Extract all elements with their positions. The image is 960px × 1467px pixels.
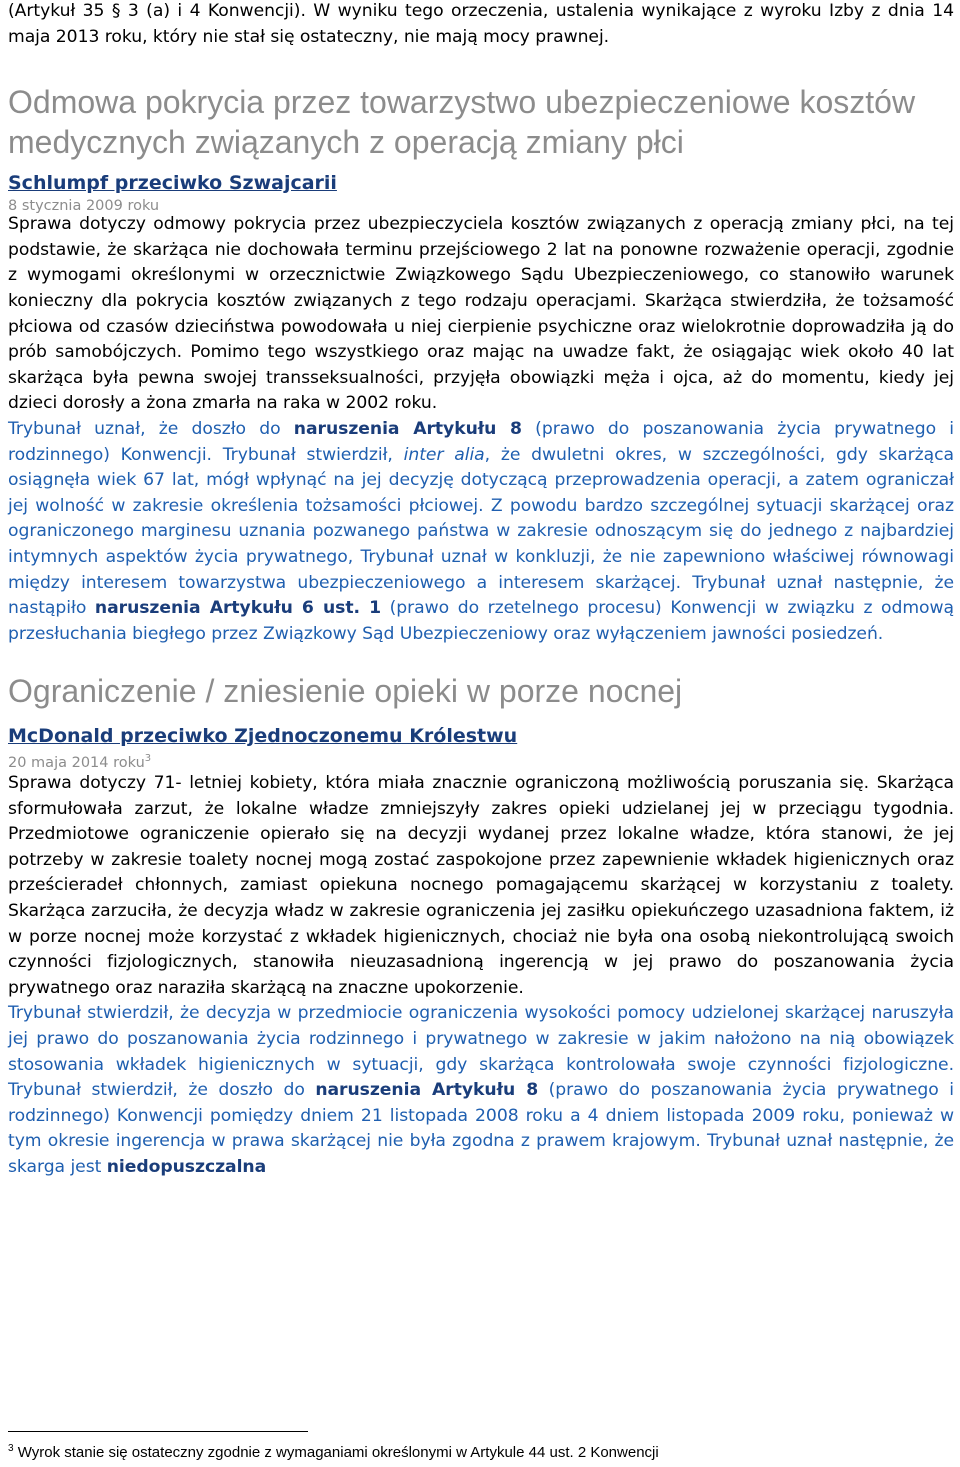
footnote-divider bbox=[8, 1431, 308, 1432]
violation-article-8: naruszenia Artykułu 8 bbox=[315, 1080, 539, 1101]
ruling-text: (prawo do poszanowania życia prywatnego i rodzinnego) Konwencji. Trybunał stwierdził, bbox=[8, 418, 954, 465]
footnote-number: 3 bbox=[8, 1443, 14, 1454]
case-date-schlumpf: 8 stycznia 2009 roku bbox=[8, 198, 160, 215]
document-page bbox=[8, 0, 954, 1181]
latin-term: inter alia bbox=[403, 444, 485, 465]
ruling-text: , że dwuletni okres, w szczególności, gdy skarżąca osiągnęła wiek 67 lat, mógł wpłynąć na jej decyzję dotyczącą przeprowadzenia operacji, a zatem ograniczał jej wolność w zakresie określenia tożsamości płciowej. Z powodu bardzo szczególnej sytuacji skarżącej oraz ograniczonego marginesu uznania pozwanego państwa w zakresie odnoszącym się do jednego z najbardziej intymnych aspektów życia prywatnego, Trybunał uznał w konkluzji, że nie zapewniono właściwej równowagi między interesem towarzystwa ubezpieczeniowego a interesem skarżącej. Trybunał uznał następnie, że nastąpiło bbox=[8, 444, 954, 619]
ruling-text: Trybunał uznał, że doszło do bbox=[8, 418, 294, 439]
case-ruling-mcdonald bbox=[8, 1001, 954, 1180]
violation-article-6: naruszenia Artykułu 6 ust. 1 bbox=[94, 598, 382, 619]
case-ruling-schlumpf bbox=[8, 417, 954, 647]
section-heading-gender-surgery: Odmowa pokrycia przez towarzystwo ubezpieczeniowe kosztów medycznych związanych z operacją zmiany płci bbox=[8, 84, 916, 161]
case-title-mcdonald[interactable]: McDonald przeciwko Zjednoczonemu Królestwu bbox=[8, 725, 518, 748]
case-date-text: 20 maja 2014 roku bbox=[8, 755, 145, 772]
section-heading-night-care: Ograniczenie / zniesienie opieki w porze nocnej bbox=[8, 673, 683, 710]
ruling-text: Trybunał stwierdził, że decyzja w przedmiocie ograniczenia wysokości pomocy udzielonej skarżącej naruszyła jej prawo do poszanowania życia rodzinnego i prywatnego w zakresie w jakim nałożono na nią obowiązek stosowania wkładek higienicznych w sytuacji, gdy skarżąca kontrolowała swoje czynności fizjologiczne. Trybunał stwierdził, że doszło do bbox=[8, 1003, 954, 1101]
intro-paragraph: (Artykuł 35 § 3 (a) i 4 Konwencji). W wyniku tego orzeczenia, ustalenia wynikające z wyroku Izby z dnia 14 maja 2013 roku, który nie stał się ostateczny, nie mają mocy prawnej. bbox=[8, 1, 954, 47]
case-date-mcdonald bbox=[8, 750, 954, 772]
case-facts-schlumpf: Sprawa dotyczy odmowy pokrycia przez ubezpieczyciela kosztów związanych z operacją zmiany płci, na tej podstawie, że skarżąca nie dochowała terminu przejściowego 2 lat na ponowne rozważenie operacji, zgodnie z wymogami określonymi w orzecznictwie Związkowego Sądu Ubezpieczeniowego, co stanowiło warunek konieczny dla pokrycia kosztów związanych z tego rodzaju operacjami. Skarżąca stwierdziła, że tożsamość płciowa od czasów dzieciństwa powodowała u niej cierpienie psychiczne oraz wielokrotnie doprowadziła ją do prób samobójczych. Pomimo tego wszystkiego oraz mając na uwadze fakt, że osiągając wiek około 40 lat skarżąca była pewna swojej transseksualności, przyjęła obowiązki męża i ojca, aż do momentu, kiedy jej dzieci dorosły a żona zmarła na raka w 2002 roku. bbox=[8, 214, 954, 414]
ruling-text: (prawo do poszanowania życia prywatnego i rodzinnego) Konwencji pomiędzy dniem 21 listopada 2008 roku a 4 dniem listopada 2009 roku, ponieważ w tym okresie ingerencja w prawa skarżącej nie była zgodna z prawem krajowym. Trybunał uznał następnie, że skarga jest bbox=[8, 1080, 954, 1178]
ruling-text: (prawo do rzetelnego procesu) Konwencji w związku z odmową przesłuchania biegłego przez Związkowy Sąd Ubezpieczeniowy oraz wyłączeniem jawności posiedzeń. bbox=[8, 598, 954, 644]
footnote-text: Wyrok stanie się ostateczny zgodnie z wymaganiami określonymi w Artykule 44 ust. 2 Konwencji bbox=[13, 1444, 659, 1461]
footnote bbox=[8, 1439, 954, 1463]
footnote-reference[interactable]: 3 bbox=[144, 753, 152, 765]
case-title-schlumpf[interactable]: Schlumpf przeciwko Szwajcarii bbox=[8, 172, 337, 195]
inadmissible-term: niedopuszczalna bbox=[106, 1157, 267, 1178]
case-facts-mcdonald: Sprawa dotyczy 71- letniej kobiety, która miała znacznie ograniczoną możliwością poruszania się. Skarżąca sformułowała zarzut, że lokalne władze zmniejszyły zakres opieki udzielanej jej w przeciągu tygodnia. Przedmiotowe ograniczenie opierało się na decyzji wydanej przez lokalne władze, która stanowi, że jej potrzeby w zakresie toalety nocnej mogą zostać zaspokojone przez zapewnienie wkładek higienicznych oraz prześcieradeł chłonnych, zamiast opiekuna nocnego pomagającemu skarżącej w korzystaniu z toalety. Skarżąca zarzuciła, że decyzja władz w zakresie ograniczenia jej zasiłku opiekuńczego uzasadniona faktem, iż w porze nocnej może korzystać z wkładek higienicznych, chociaż nie była ona osobą niekontrolującą swoich czynności fizjologicznych, stanowiła nieuzasadnioną ingerencją w jej prawo do poszanowania życia prywatnego oraz naraziła skarżącą na znaczne upokorzenie. bbox=[8, 773, 954, 998]
violation-article-8: naruszenia Artykułu 8 bbox=[293, 418, 522, 439]
